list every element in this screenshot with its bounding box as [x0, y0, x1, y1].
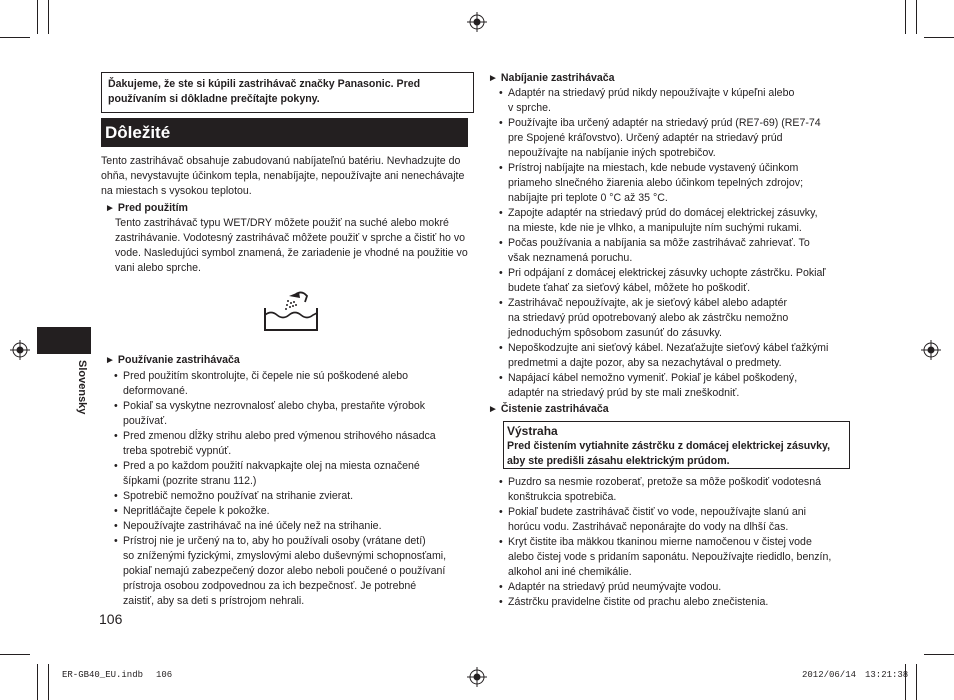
warning-title: Výstraha	[507, 424, 558, 438]
list-item: • Pred zmenou dĺžky strihu alebo pred výmenou strihového násadca treba spotrebič vypnúť.	[114, 429, 476, 459]
list-item: • Zastrihávač nepoužívajte, ak je sieťový kábel alebo adaptér na striedavý prúd opotrebovaný alebo ak zástrčku nemožno jednoduchým spôsobom zasunúť do zásuvky.	[499, 296, 854, 341]
list-item: • Používajte iba určený adaptér na striedavý prúd (RE7-69) (RE7-74 pre Spojené kráľovstvo). Určený adaptér na striedavý prúd nepoužívajte na nabíjanie iných spotrebičov.	[499, 116, 854, 161]
crop-mark	[905, 0, 906, 34]
list-item: • Zástrčku pravidelne čistite od prachu alebo znečistenia.	[499, 595, 854, 610]
intro-paragraph: Tento zastrihávač obsahuje zabudovanú nabíjateľnú batériu. Nevhadzujte do ohňa, nevystavujte účinkom tepla, nenabíjajte, nepoužívajte ani nenechávajte na miestach s vysokou teplotou.	[101, 155, 465, 197]
language-tab	[37, 327, 91, 354]
footer-file-page: 106	[156, 670, 173, 680]
list-item: • Počas používania a nabíjania sa môže zastrihávač zahrievať. To však neznamená poruchu.	[499, 236, 854, 266]
list-item: • Adaptér na striedavý prúd neumývajte vodou.	[499, 580, 854, 595]
list-item: • Pokiaľ sa vyskytne nezrovnalosť alebo chyba, prestaňte výrobok používať.	[114, 399, 476, 429]
arrow-right-icon: ►	[488, 73, 498, 84]
before-use-heading	[105, 201, 188, 216]
bath-shower-symbol-icon	[262, 290, 320, 334]
charging-heading-text: Nabíjanie zastrihávača	[500, 72, 615, 84]
before-use-heading-text: Pred použitím	[117, 202, 188, 214]
registration-mark-icon	[10, 340, 30, 360]
list-item: • Nepritláčajte čepele k pokožke.	[114, 504, 476, 519]
list-item: • Zapojte adaptér na striedavý prúd do domácej elektrickej zásuvky, na mieste, kde nie je vlhko, a manipulujte ním suchými rukami.	[499, 206, 854, 236]
registration-mark-icon	[467, 12, 487, 32]
crop-mark	[48, 664, 49, 700]
crop-mark	[916, 664, 917, 700]
list-item: • Pred a po každom použití nakvapkajte olej na miesta označené šípkami (pozrite stranu 112.)	[114, 459, 476, 489]
arrow-right-icon: ►	[105, 203, 115, 214]
page-number: 106	[99, 611, 123, 627]
list-item: • Prístroj nabíjajte na miestach, kde nebude vystavený účinkom priameho slnečného žiarenia alebo účinkom tepelných zdrojov; nabíjajte pri teplote 0 °C až 35 °C.	[499, 161, 854, 206]
list-item: • Napájací kábel nemožno vymeniť. Pokiaľ je kábel poškodený, adaptér na striedavý prúd by ste mali zneškodniť.	[499, 371, 854, 401]
list-item: • Spotrebič nemožno používať na strihanie zvierat.	[114, 489, 476, 504]
section-title: Dôležité	[101, 118, 468, 147]
crop-mark	[0, 654, 30, 655]
language-label	[74, 360, 88, 420]
arrow-right-icon: ►	[105, 355, 115, 366]
registration-mark-icon	[467, 667, 487, 687]
using-list	[114, 369, 476, 609]
before-use-text: Tento zastrihávač typu WET/DRY môžete použiť na suché alebo mokré zastrihávanie. Vodotesný zastrihávač môžete použiť v sprche a čistiť ho vo vode. Nasledujúci symbol znamená, že zariadenie je vhodné na použitie vo vani alebo sprche.	[115, 217, 468, 274]
warning-text: Pred čistením vytiahnite zástrčku z domácej elektrickej zásuvky, aby ste predišli zásahu elektrickým prúdom.	[507, 440, 831, 467]
cleaning-heading-text: Čistenie zastrihávača	[500, 403, 609, 415]
language-label-text: Slovensky	[76, 360, 88, 415]
list-item: • Nepoužívajte zastrihávač na iné účely než na strihanie.	[114, 519, 476, 534]
using-heading	[105, 353, 240, 368]
cleaning-list	[499, 475, 854, 610]
charging-list	[499, 86, 854, 401]
list-item: • Pred použitím skontrolujte, či čepele nie sú poškodené alebo deformované.	[114, 369, 476, 399]
list-item: • Nepoškodzujte ani sieťový kábel. Nezaťažujte sieťový kábel ťažkými predmetmi a dajte pozor, aby sa nezachytával o predmety.	[499, 341, 854, 371]
list-item: • Adaptér na striedavý prúd nikdy nepoužívajte v kúpeľni alebo v sprche.	[499, 86, 854, 116]
crop-mark	[48, 0, 49, 34]
charging-heading	[488, 71, 615, 86]
intro-box: Ďakujeme, že ste si kúpili zastrihávač značky Panasonic. Pred používaním si dôkladne prečítajte pokyny.	[101, 72, 474, 113]
crop-mark	[0, 37, 30, 38]
list-item: • Pokiaľ budete zastrihávač čistiť vo vode, nepoužívajte slanú ani horúcu vodu. Zastrihávač neponárajte do vody na dlhší čas.	[499, 505, 854, 535]
list-item: • Prístroj nie je určený na to, aby ho používali osoby (vrátane detí) so zníženými fyzickými, zmyslovými alebo duševnými schopnosťami, pokiaľ nemajú zabezpečený dozor alebo neboli poučené o používaní prístroja osobou zodpovednou za ich bezpečnosť. Je potrebné zaistiť, aby sa deti s prístrojom nehrali.	[114, 534, 476, 609]
arrow-right-icon: ►	[488, 404, 498, 415]
crop-mark	[924, 654, 954, 655]
using-heading-text: Používanie zastrihávača	[117, 354, 240, 366]
crop-mark	[916, 0, 917, 34]
list-item: • Puzdro sa nesmie rozoberať, pretože sa môže poškodiť vodotesná konštrukcia spotrebiča.	[499, 475, 854, 505]
footer-file: ER-GB40_EU.indb	[62, 670, 144, 680]
warning-box	[503, 421, 850, 469]
cleaning-heading	[488, 402, 609, 417]
list-item: • Pri odpájaní z domácej elektrickej zásuvky uchopte zástrčku. Pokiaľ budete ťahať za sieťový kábel, môžete ho poškodiť.	[499, 266, 854, 296]
footer-date: 2012/06/14	[802, 670, 857, 680]
footer-time: 13:21:38	[865, 670, 909, 680]
crop-mark	[37, 664, 38, 700]
list-item: • Kryt čistite iba mäkkou tkaninou mierne namočenou v čistej vode alebo čistej vode s pridaním saponátu. Nepoužívajte riedidlo, benzín, alkohol ani iné chemikálie.	[499, 535, 854, 580]
crop-mark	[924, 37, 954, 38]
registration-mark-icon	[921, 340, 941, 360]
crop-mark	[37, 0, 38, 34]
